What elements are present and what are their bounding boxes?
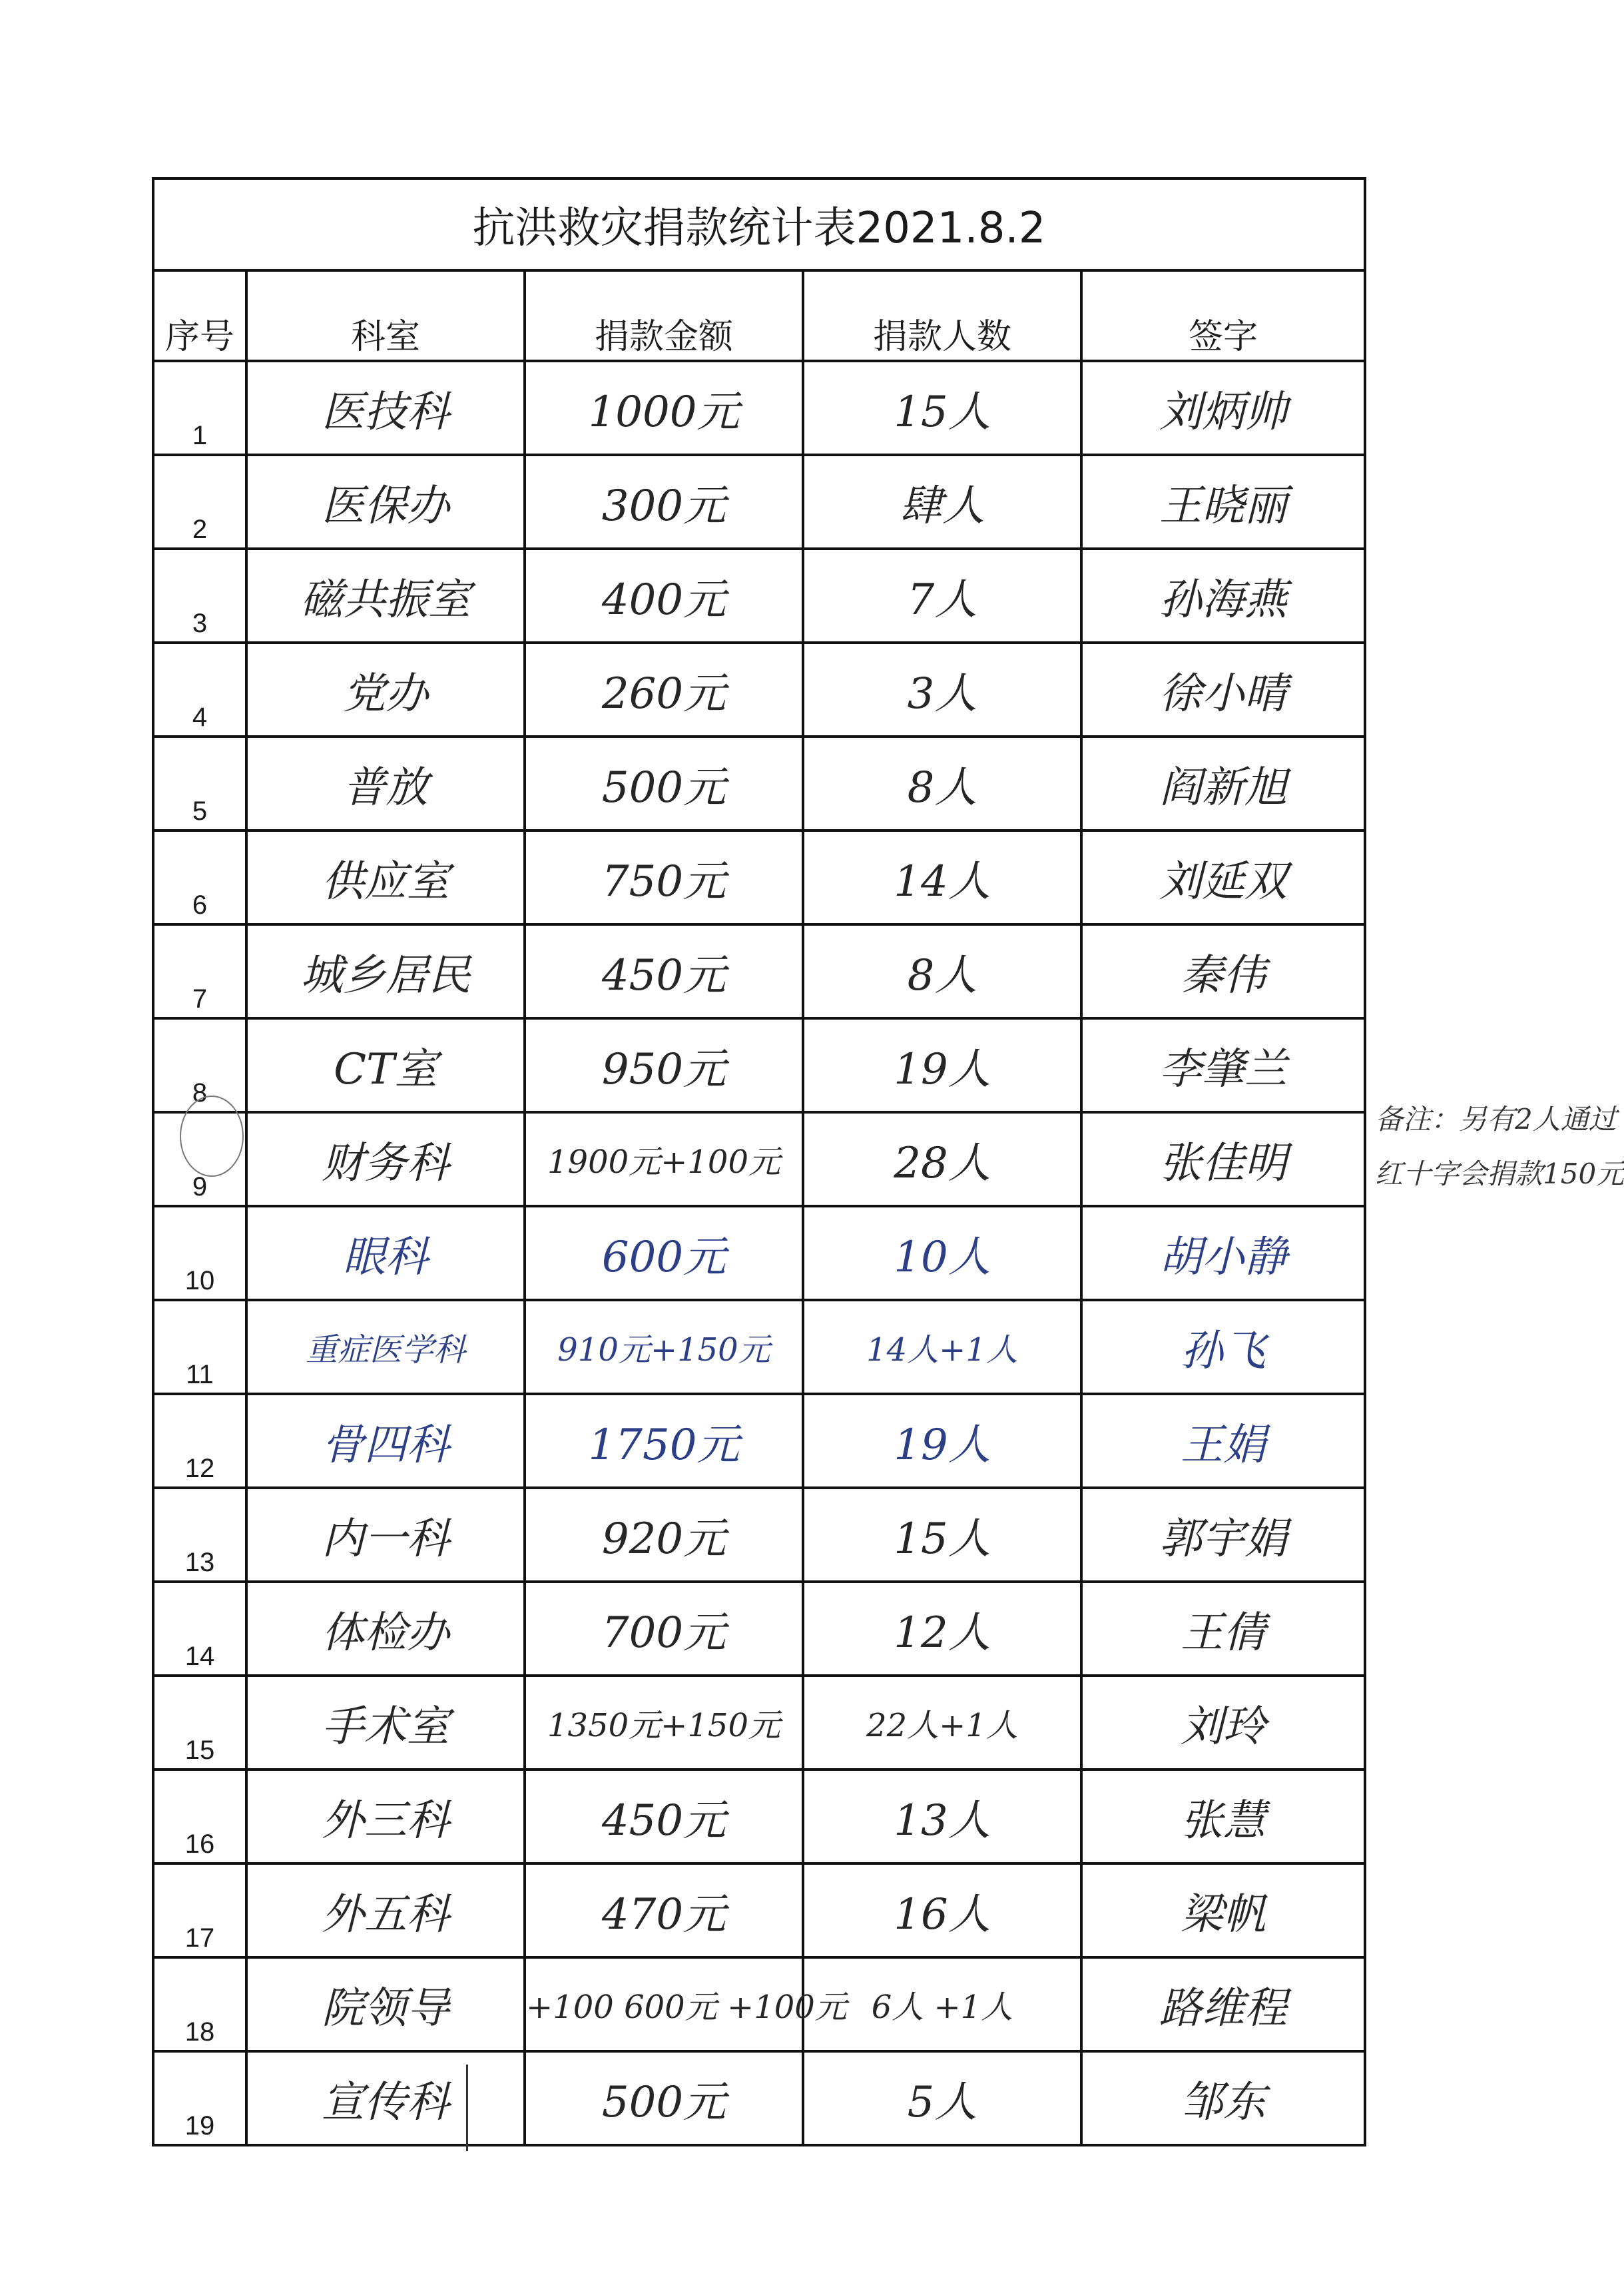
header-department: 科室 [246,270,525,361]
department-cell: 医保办 [246,455,525,549]
signature-cell: 李肇兰 [1081,1018,1365,1112]
signature-cell: 刘玲 [1081,1676,1365,1770]
signature-cell: 孙海燕 [1081,549,1365,643]
department-cell: 城乡居民 [246,924,525,1018]
amount-cell: 920元 [525,1488,803,1582]
table-row [153,1582,1365,1676]
signature-cell: 徐小晴 [1081,643,1365,737]
table-row [153,1676,1365,1770]
department-cell: 外五科 [246,1863,525,1957]
amount-cell: 600元 [525,1206,803,1300]
side-note-line2: 红十字会捐款150元 [1375,1157,1624,1190]
pen-stroke-mark [466,2065,468,2151]
signature-cell: 刘炳帅 [1081,361,1365,455]
amount-cell: 700元 [525,1582,803,1676]
row-index: 13 [153,1488,246,1582]
signature-cell: 张慧 [1081,1770,1365,1863]
signature-cell: 刘延双 [1081,830,1365,924]
table-row [153,1488,1365,1582]
row-index: 6 [153,830,246,924]
signature-cell: 孙飞 [1081,1300,1365,1394]
table-title: 抗洪救灾捐款统计表2021.8.2 [153,178,1365,270]
department-cell: 磁共振室 [246,549,525,643]
amount-cell: 1750元 [525,1394,803,1488]
row-index: 11 [153,1300,246,1394]
donation-table [152,177,1366,2146]
amount-cell: 500元 [525,737,803,830]
row-index: 15 [153,1676,246,1770]
signature-cell: 梁帆 [1081,1863,1365,1957]
people-cell: 16人 [803,1863,1081,1957]
people-cell: 15人 [803,1488,1081,1582]
people-cell: 12人 [803,1582,1081,1676]
table-row [153,737,1365,830]
people-cell: 5人 [803,2051,1081,2145]
amount-cell: 470元 [525,1863,803,1957]
amount-cell: 260元 [525,643,803,737]
table-row [153,924,1365,1018]
amount-cell: 910元+150元 [525,1300,803,1394]
department-cell: 体检办 [246,1582,525,1676]
amount-cell: 1350元+150元 [525,1676,803,1770]
department-cell: 医技科 [246,361,525,455]
table-row [153,455,1365,549]
row-index: 4 [153,643,246,737]
header-signature: 签字 [1081,270,1365,361]
row-index: 3 [153,549,246,643]
signature-cell: 张佳明 [1081,1112,1365,1206]
people-cell: 14人 [803,830,1081,924]
department-cell: 供应室 [246,830,525,924]
people-cell: 13人 [803,1770,1081,1863]
department-cell: CT室 [246,1018,525,1112]
row-index: 10 [153,1206,246,1300]
row-index: 9 [153,1112,246,1206]
signature-cell: 邹东 [1081,2051,1365,2145]
department-cell: 宣传科 [246,2051,525,2145]
department-cell: 重症医学科 [246,1300,525,1394]
row-index: 14 [153,1582,246,1676]
people-cell: 10人 [803,1206,1081,1300]
people-cell: 15人 [803,361,1081,455]
people-cell: 8人 [803,924,1081,1018]
table-row [153,1394,1365,1488]
table-row [153,1206,1365,1300]
amount-cell: +100 600元 +100元 [525,1957,803,2051]
side-note-line1: 备注：另有2人通过 [1375,1103,1617,1136]
people-cell: 14人+1人 [803,1300,1081,1394]
department-cell: 骨四科 [246,1394,525,1488]
department-cell: 普放 [246,737,525,830]
department-cell: 院领导 [246,1957,525,2051]
department-cell: 手术室 [246,1676,525,1770]
row-index: 16 [153,1770,246,1863]
people-cell: 7人 [803,549,1081,643]
table-row [153,1770,1365,1863]
table-row [153,1112,1365,1206]
department-cell: 眼科 [246,1206,525,1300]
amount-cell: 300元 [525,455,803,549]
row-index: 5 [153,737,246,830]
header-index: 序号 [153,270,246,361]
people-cell: 3人 [803,643,1081,737]
people-cell: 肆人 [803,455,1081,549]
department-cell: 党办 [246,643,525,737]
amount-cell: 1900元+100元 [525,1112,803,1206]
header-amount: 捐款金额 [525,270,803,361]
table-row [153,361,1365,455]
people-cell: 28人 [803,1112,1081,1206]
row-index: 7 [153,924,246,1018]
amount-cell: 400元 [525,549,803,643]
table-row [153,1300,1365,1394]
amount-cell: 450元 [525,1770,803,1863]
row-index: 2 [153,455,246,549]
amount-cell: 1000元 [525,361,803,455]
amount-cell: 450元 [525,924,803,1018]
row-index: 1 [153,361,246,455]
signature-cell: 阎新旭 [1081,737,1365,830]
row-index: 8 [153,1018,246,1112]
signature-cell: 王娟 [1081,1394,1365,1488]
table-row [153,830,1365,924]
table-row [153,1018,1365,1112]
amount-cell: 500元 [525,2051,803,2145]
people-cell: 6人 +1人 [803,1957,1081,2051]
people-cell: 8人 [803,737,1081,830]
signature-cell: 秦伟 [1081,924,1365,1018]
table-row [153,2051,1365,2145]
signature-cell: 王倩 [1081,1582,1365,1676]
table-row [153,1957,1365,2051]
table-row [153,1863,1365,1957]
people-cell: 22人+1人 [803,1676,1081,1770]
signature-cell: 胡小静 [1081,1206,1365,1300]
row-9-circle-mark [180,1096,244,1177]
amount-cell: 750元 [525,830,803,924]
people-cell: 19人 [803,1018,1081,1112]
table-row [153,549,1365,643]
department-cell: 内一科 [246,1488,525,1582]
row-index: 17 [153,1863,246,1957]
row-index: 12 [153,1394,246,1488]
department-cell: 财务科 [246,1112,525,1206]
signature-cell: 路维程 [1081,1957,1365,2051]
signature-cell: 郭宇娟 [1081,1488,1365,1582]
signature-cell: 王晓丽 [1081,455,1365,549]
header-people: 捐款人数 [803,270,1081,361]
amount-cell: 950元 [525,1018,803,1112]
people-cell: 19人 [803,1394,1081,1488]
department-cell: 外三科 [246,1770,525,1863]
row-index: 18 [153,1957,246,2051]
row-index: 19 [153,2051,246,2145]
table-row [153,643,1365,737]
